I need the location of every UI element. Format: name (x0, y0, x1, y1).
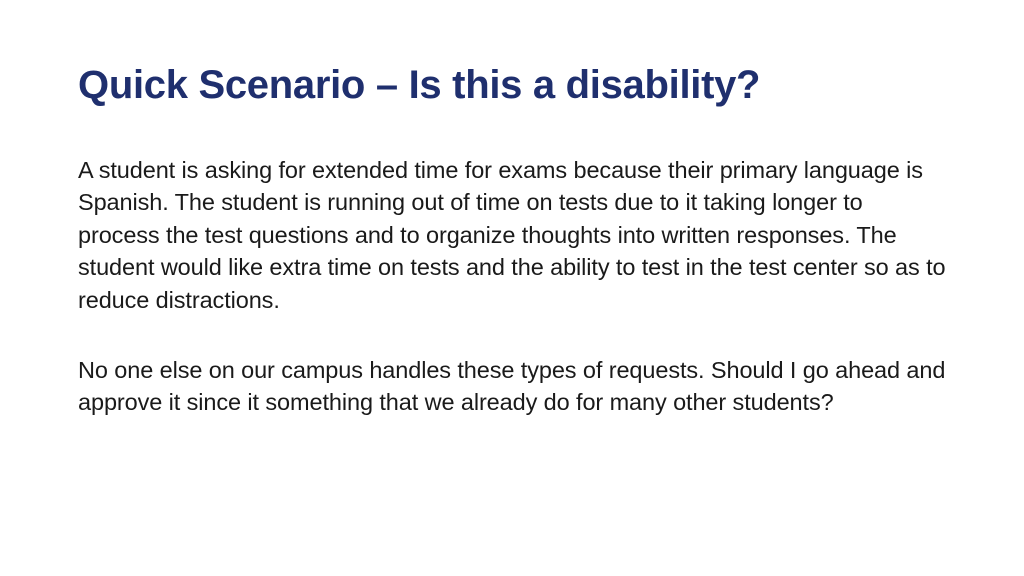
slide-title: Quick Scenario – Is this a disability? (78, 63, 761, 107)
slide-body (78, 154, 946, 419)
scenario-paragraph: A student is asking for extended time for exams because their primary language is Spanish. The student is running out of time on tests due to it taking longer to process the test questions and to organize thoughts into written responses. The student would like extra time on tests and the ability to test in the test center so as to reduce distractions. (78, 157, 946, 313)
question-paragraph: No one else on our campus handles these types of requests. Should I go ahead and approve it since it something that we already do for many other students? (78, 357, 946, 416)
